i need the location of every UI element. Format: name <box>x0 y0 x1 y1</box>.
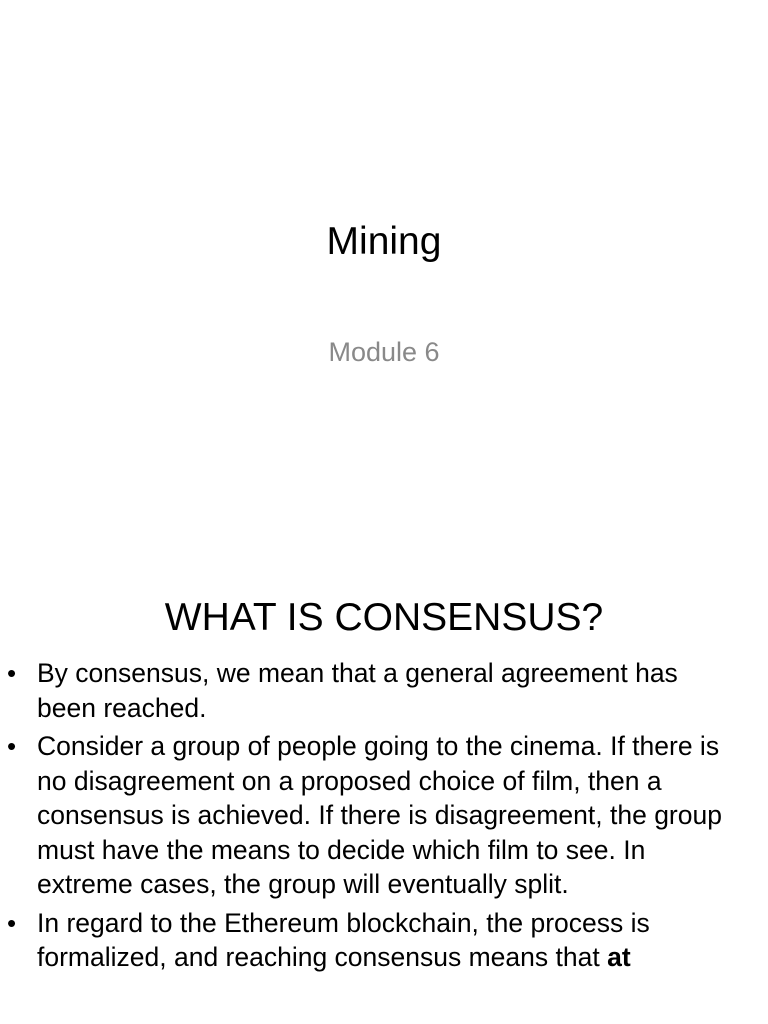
bullet-item <box>0 906 768 975</box>
bullet-list <box>0 656 768 979</box>
consensus-slide <box>0 576 768 1024</box>
bullet-text: Consider a group of people going to the cinema. If there is no disagreement on a proposed choice of film, then a consensus is achieved. If there is disagreement, the group must have the means to decide which film to see. In extreme cases, the group will eventually split. <box>37 731 722 899</box>
bullet-item <box>0 656 768 725</box>
bullet-marker: • <box>7 658 17 688</box>
bullet-marker: • <box>7 907 17 938</box>
slide-title: Mining <box>326 220 442 263</box>
bullet-item <box>0 729 768 902</box>
bullet-text: By consensus, we mean that a general agreement has been reached. <box>37 658 678 723</box>
bullet-text <box>37 908 650 973</box>
bullet-marker: • <box>7 731 17 761</box>
bullet-text-bold: at <box>607 942 631 972</box>
bullet-text-plain: In regard to the Ethereum blockchain, the process is formalized, and reaching consensus means that <box>37 907 650 972</box>
slide-subtitle: Module 6 <box>328 337 440 367</box>
slide-heading: WHAT IS CONSENSUS? <box>164 596 604 639</box>
